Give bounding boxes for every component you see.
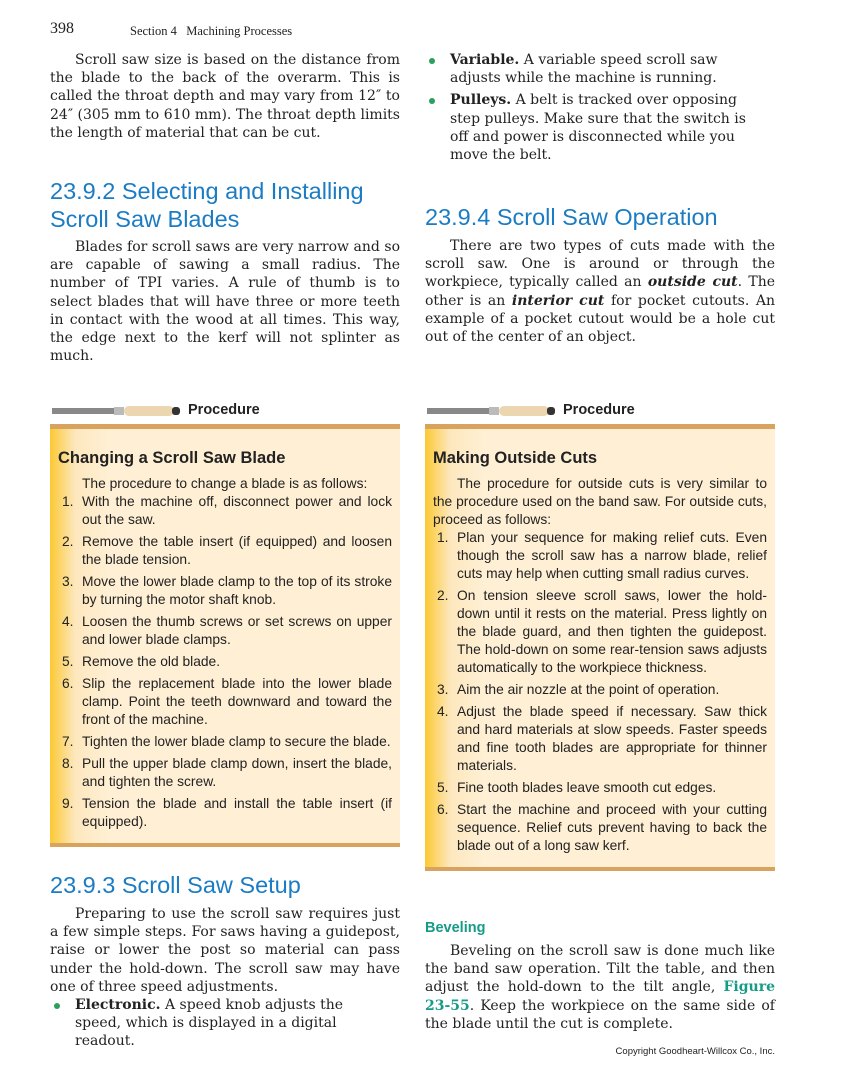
step-text: Tension the blade and install the table insert (if equipped). <box>82 796 392 829</box>
step-text: On tension sleeve scroll saws, lower the hold-down until it rests on the material. Press lightly on the blade guard, and then tighten the guidepost. The hold-down on some rear-tension saws adjusts automatically to the workpiece thickness. <box>457 588 767 675</box>
procedure-intro: The procedure to change a blade is as follows: <box>82 476 368 491</box>
procedure-steps <box>433 529 767 855</box>
text: for pocket cutouts. An example of a pocket cutout would be a hole cut out of the center of an object. <box>425 292 775 346</box>
step-number: 4. <box>62 614 74 629</box>
step-text: Adjust the blade speed if necessary. Saw thick and hard materials at slow speeds. Faster speeds and fine tooth blades are appropriate for thinner materials. <box>457 704 767 773</box>
procedure-title: Making Outside Cuts <box>433 449 598 467</box>
term-outside-cut: outside cut <box>647 274 738 291</box>
procedure-changing-blade <box>50 402 400 844</box>
text: . Keep the workpiece on the same side of the blade until the cut is complete. <box>425 997 775 1032</box>
blades-paragraph: Blades for scroll saws are very narrow and so are capable of sawing a small radius. The number of TPI varies. A rule of thumb is to select blades that will have three or more teeth in contact with the wood at all times. This way, the edge next to the kerf will not splinter as much. <box>50 239 400 365</box>
bullet-text: A speed knob adjusts the speed, which is displayed in a digital readout. <box>75 997 344 1050</box>
procedure-step <box>433 529 767 583</box>
step-text: With the machine off, disconnect power and lock out the saw. <box>82 494 392 527</box>
copyright: Copyright Goodheart-Willcox Co., Inc. <box>615 1046 775 1057</box>
procedure-step <box>58 795 392 831</box>
beveling-heading: Beveling <box>425 920 486 936</box>
bullet-term: Pulleys. <box>450 92 512 109</box>
speed-bullets-right <box>425 51 755 168</box>
term-interior-cut: interior cut <box>511 292 605 309</box>
bullet-pulleys <box>425 91 755 164</box>
step-number: 9. <box>62 796 74 811</box>
procedure-step <box>58 533 392 569</box>
procedure-box <box>50 424 400 847</box>
procedure-label: Procedure <box>188 402 260 418</box>
step-text: Slip the replacement blade into the lower blade clamp. Point the teeth downward and toward the front of the machine. <box>82 676 392 727</box>
procedure-step <box>58 675 392 729</box>
page-number: 398 <box>50 20 74 37</box>
step-number: 7. <box>62 734 74 749</box>
text: There are two types of cuts made with the scroll saw. One is around or through the workpiece, typically called an <box>425 238 775 291</box>
procedure-step <box>433 779 767 797</box>
step-number: 3. <box>62 574 74 589</box>
step-text: Remove the table insert (if equipped) and loosen the blade tension. <box>82 534 392 567</box>
procedure-step <box>58 653 392 671</box>
step-text: Loosen the thumb screws or set screws on upper and lower blade clamps. <box>82 614 392 647</box>
step-text: Plan your sequence for making relief cuts. Even though the scroll saw has a narrow blade, relief cuts may help when cutting small radius curves. <box>457 530 767 581</box>
intro-paragraph: Scroll saw size is based on the distance from the blade to the back of the overarm. This is called the throat depth and may vary from 12″ to 24″ (305 mm to 610 mm). The throat depth limits the length of material that can be cut. <box>50 52 400 141</box>
step-number: 5. <box>62 654 74 669</box>
procedure-step <box>58 733 392 751</box>
procedure-steps <box>58 493 392 831</box>
step-number: 6. <box>62 676 74 691</box>
figure-reference-link[interactable]: Figure 23-55 <box>425 979 775 1014</box>
heading-23-9-4: 23.9.4 Scroll Saw Operation <box>425 204 718 230</box>
step-text: Pull the upper blade clamp down, insert the blade, and tighten the screw. <box>82 756 392 789</box>
chisel-icon <box>52 405 182 417</box>
bullet-term: Electronic. <box>75 997 161 1013</box>
beveling-paragraph <box>425 942 775 1033</box>
step-number: 8. <box>62 756 74 771</box>
operation-paragraph <box>425 237 775 346</box>
procedure-box <box>425 424 775 871</box>
step-number: 4. <box>437 704 449 719</box>
bullet-term: Variable. <box>450 52 520 68</box>
bullet-variable <box>425 51 755 87</box>
procedure-intro: The procedure for outside cuts is very similar to the procedure used on the band saw. For outside cuts, proceed as follows: <box>433 476 767 527</box>
procedure-step <box>58 613 392 649</box>
procedure-step <box>433 587 767 677</box>
procedure-title: Changing a Scroll Saw Blade <box>58 449 286 467</box>
procedure-step <box>58 493 392 529</box>
text: . The other is an <box>425 274 775 309</box>
procedure-label: Procedure <box>563 402 635 418</box>
step-text: Aim the air nozzle at the point of operation. <box>457 682 720 697</box>
running-header: Section 4 Machining Processes <box>130 24 293 38</box>
procedure-step <box>58 755 392 791</box>
step-number: 2. <box>62 534 74 549</box>
procedure-step <box>433 681 767 699</box>
procedure-step <box>433 801 767 855</box>
step-text: Fine tooth blades leave smooth cut edges. <box>457 780 717 795</box>
setup-paragraph: Preparing to use the scroll saw requires just a few simple steps. For saws having a guidepost, raise or lower the post so material can pass under the hold-down. The scroll saw may have one of three speed adjustments. <box>50 906 400 995</box>
step-text: Move the lower blade clamp to the top of its stroke by turning the motor shaft knob. <box>82 574 392 607</box>
heading-23-9-2: 23.9.2 Selecting and Installing Scroll Saw Blades <box>50 178 364 232</box>
speed-bullets-left <box>50 996 380 1055</box>
step-number: 2. <box>437 588 449 603</box>
procedure-step <box>433 703 767 775</box>
text: Beveling on the scroll saw is done much like the band saw operation. Tilt the table, and then adjust the hold-down to the tilt angle, <box>425 943 775 996</box>
step-text: Tighten the lower blade clamp to secure the blade. <box>82 734 391 749</box>
bullet-text: A variable speed scroll saw adjusts while the machine is running. <box>450 52 718 87</box>
bullet-electronic <box>50 996 380 1051</box>
chisel-icon <box>427 405 557 417</box>
bullet-text: A belt is tracked over opposing step pulleys. Make sure that the switch is off and power is disconnected while you move the belt. <box>450 92 746 164</box>
step-text: Start the machine and proceed with your cutting sequence. Relief cuts prevent having to back the blade out of a long saw kerf. <box>457 802 767 853</box>
step-number: 1. <box>437 530 449 545</box>
heading-23-9-3: 23.9.3 Scroll Saw Setup <box>50 872 301 898</box>
step-number: 5. <box>437 780 449 795</box>
step-number: 1. <box>62 494 74 509</box>
step-number: 6. <box>437 802 449 817</box>
step-text: Remove the old blade. <box>82 654 221 669</box>
step-number: 3. <box>437 682 449 697</box>
procedure-step <box>58 573 392 609</box>
procedure-outside-cuts <box>425 402 775 867</box>
